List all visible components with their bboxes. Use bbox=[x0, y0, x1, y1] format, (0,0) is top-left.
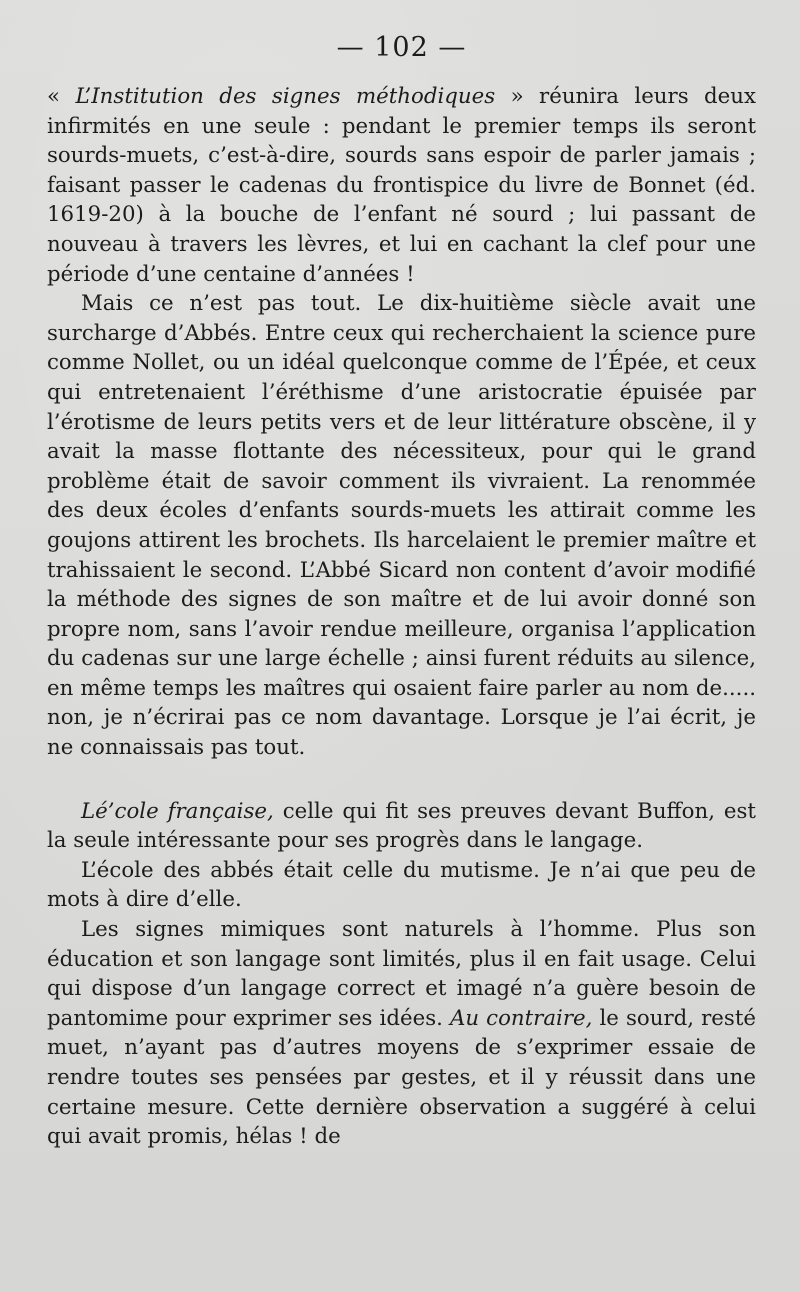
page-number: — 102 — bbox=[336, 32, 467, 63]
italic-text: Lé’cole française, bbox=[81, 798, 274, 824]
italic-text: L’Institution des signes méthodiques bbox=[75, 84, 496, 109]
text-run: « bbox=[47, 84, 76, 109]
paragraph bbox=[47, 289, 756, 763]
text-run: L’école des abbés était celle du mutisme. Je n’ai que peu de mots à dire d’elle. bbox=[47, 857, 756, 913]
text-run: celle qui fit ses preuves devant Buffon, est la seule intéressante pour ses progrès dans le langage. bbox=[47, 798, 756, 854]
paragraph bbox=[47, 797, 756, 856]
text-run: Mais ce n’est pas tout. Le dix-huitième siècle avait une surcharge d’Abbés. Entre ceux qui recherchaient la science pure comme Nollet, ou un idéal quelconque comme de l’Épée, et ceux qui entretenaient l’éréthisme d’une aristocratie épuisée par l’érotisme de leurs petits vers et de leur littérature obscène, il y avait la masse flottante des nécessiteux, pour qui le grand problème était de savoir comment ils vivraient. La renommée des deux écoles d’enfants sourds-muets les attirait comme les goujons attirent les brochets. Ils harcelaient le premier maître et trahissaient le second. L’Abbé Sicard non content d’avoir modifié la méthode des signes de son maître et de lui avoir donné son propre nom, sans l’avoir rendue meilleure, organisa l’application du cadenas sur une large échelle ; ainsi furent réduits au silence, en même temps les maîtres qui osaient faire parler au nom de..... non, je n’écrirai pas ce nom davantage. Lorsque je l’ai écrit, je ne connaissais pas tout. bbox=[47, 291, 756, 761]
text-run: le sourd, resté muet, n’ayant pas d’autres moyens de s’exprimer essaie de rendre toutes ses pensées par gestes, et il y réussit dans une certaine mesure. Cette dernière observation a suggéré à celui qui avait promis, hélas ! de bbox=[47, 1005, 756, 1150]
text-run: Les signes mimiques sont naturels à l’homme. Plus son éducation et son langage sont limités, plus il en fait usage. Celui qui dispose d’un langage correct et imagé n’a guère besoin de pantomime pour exprimer ses idées. bbox=[47, 917, 756, 1031]
text-run: » réunira leurs deux infirmités en une seule : pendant le premier temps ils seront sourds-muets, c’est-à-dire, sourds sans espoir de parler jamais ; faisant passer le cadenas du frontispice du livre de Bonnet (éd. 1619-20) à la bouche de l’enfant né sourd ; lui passant de nouveau à travers les lèvres, et lui en cachant la clef pour une période d’une centaine d’années ! bbox=[47, 84, 757, 287]
italic-text: Au contraire, bbox=[449, 1005, 593, 1031]
section-gap bbox=[47, 763, 756, 797]
paragraph bbox=[47, 856, 756, 915]
text-body bbox=[47, 82, 756, 1152]
paragraph bbox=[47, 82, 756, 289]
paragraph bbox=[47, 915, 756, 1152]
